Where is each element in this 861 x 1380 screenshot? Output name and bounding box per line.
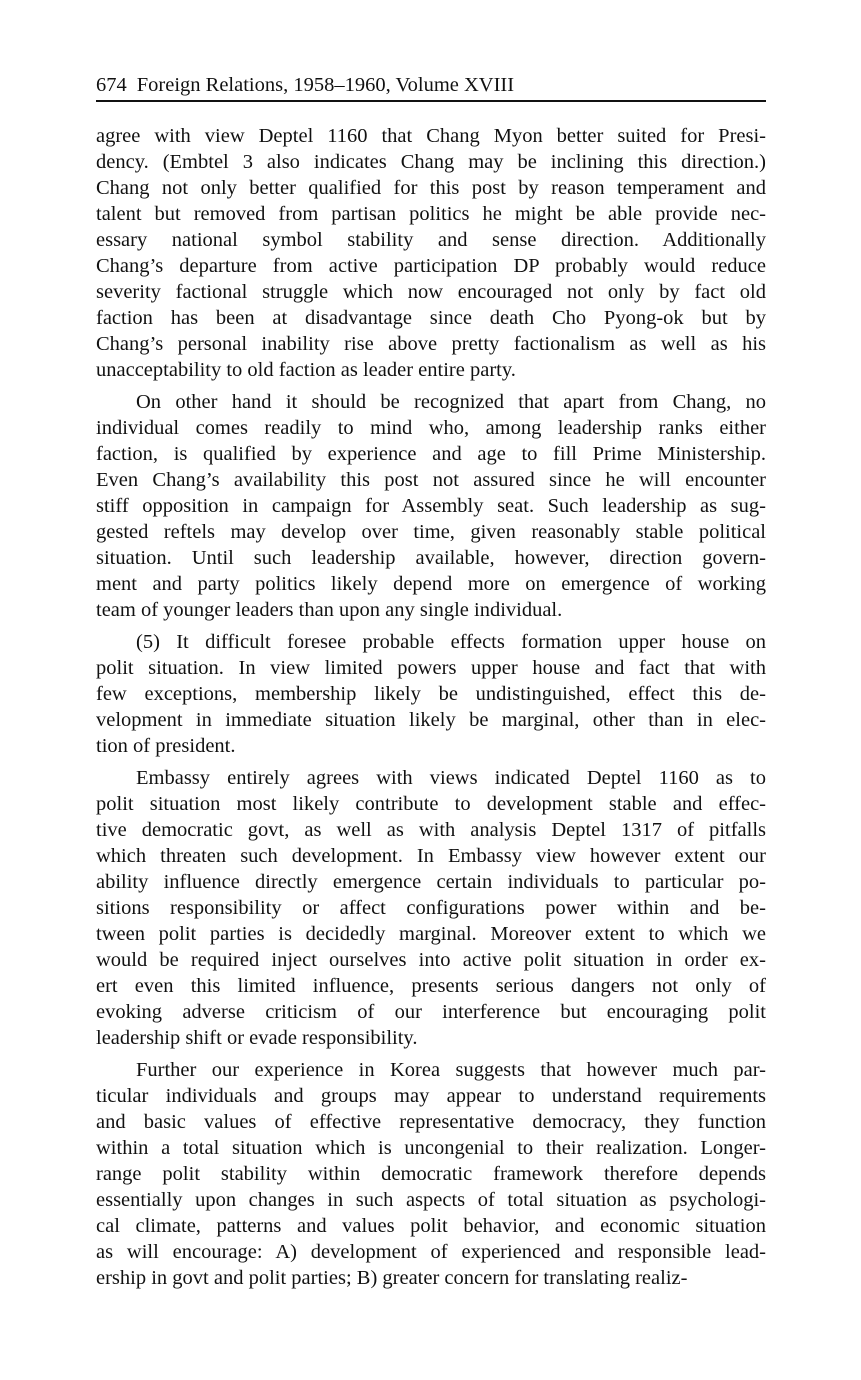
text-line: range polit stability within democratic framework therefore depends <box>96 1163 766 1185</box>
paragraph <box>96 629 766 759</box>
text-line: faction, is qualified by experience and age to fill Prime Ministership. <box>96 443 766 465</box>
text-line: essary national symbol stability and sense direction. Additionally <box>96 229 766 251</box>
text-line: essentially upon changes in such aspects of total situation as psychologi- <box>96 1189 766 1211</box>
text-line: ability influence directly emergence certain individuals to particular po- <box>96 871 766 893</box>
text-line: tion of president. <box>96 735 236 757</box>
text-line: dency. (Embtel 3 also indicates Chang may be inclining this direction.) <box>96 151 766 173</box>
text-line: few exceptions, membership likely be undistinguished, effect this de- <box>96 683 766 705</box>
text-line: ment and party politics likely depend more on emergence of working <box>96 573 766 595</box>
paragraph <box>96 1057 766 1291</box>
text-line: team of younger leaders than upon any single individual. <box>96 599 563 621</box>
body-text <box>96 123 766 1297</box>
text-line: tween polit parties is decidedly marginal. Moreover extent to which we <box>96 923 766 945</box>
running-title: Foreign Relations, 1958–1960, Volume XVIII <box>136 74 515 96</box>
text-line: would be required inject ourselves into active polit situation in order ex- <box>96 949 766 971</box>
text-line: Embassy entirely agrees with views indicated Deptel 1160 as to <box>136 767 766 789</box>
text-line: Even Chang’s availability this post not assured since he will encounter <box>96 469 766 491</box>
text-line: Chang’s departure from active participation DP probably would reduce <box>96 255 766 277</box>
text-line: velopment in immediate situation likely be marginal, other than in elec- <box>96 709 766 731</box>
text-line: evoking adverse criticism of our interference but encouraging polit <box>96 1001 766 1023</box>
text-line: gested reftels may develop over time, given reasonably stable political <box>96 521 766 543</box>
text-line: cal climate, patterns and values polit behavior, and economic situation <box>96 1215 766 1237</box>
text-line: which threaten such development. In Embassy view however extent our <box>96 845 766 867</box>
text-line: Further our experience in Korea suggests that however much par- <box>136 1059 766 1081</box>
text-line: ert even this limited influence, presents serious dangers not only of <box>96 975 766 997</box>
text-line: Chang not only better qualified for this post by reason temperament and <box>96 177 766 199</box>
paragraph <box>96 765 766 1051</box>
text-line: leadership shift or evade responsibility. <box>96 1027 418 1049</box>
text-line: polit situation most likely contribute to development stable and effec- <box>96 793 766 815</box>
paragraph <box>96 389 766 623</box>
text-line: unacceptability to old faction as leader entire party. <box>96 359 516 381</box>
text-line: situation. Until such leadership available, however, direction govern- <box>96 547 766 569</box>
text-line: polit situation. In view limited powers upper house and fact that with <box>96 657 766 679</box>
paragraph <box>96 123 766 383</box>
text-line: ticular individuals and groups may appear to understand requirements <box>96 1085 766 1107</box>
text-line: Chang’s personal inability rise above pretty factionalism as well as his <box>96 333 766 355</box>
text-line: talent but removed from partisan politics he might be able provide nec- <box>96 203 766 225</box>
text-line: On other hand it should be recognized that apart from Chang, no <box>136 391 766 413</box>
text-line: sitions responsibility or affect configurations power within and be- <box>96 897 766 919</box>
running-header <box>96 70 766 102</box>
text-line: within a total situation which is uncongenial to their realization. Longer- <box>96 1137 766 1159</box>
text-line: (5) It difficult foresee probable effects formation upper house on <box>136 631 766 653</box>
text-line: as will encourage: A) development of experienced and responsible lead- <box>96 1241 766 1263</box>
page-number: 674 <box>96 74 127 96</box>
text-line: tive democratic govt, as well as with analysis Deptel 1317 of pitfalls <box>96 819 766 841</box>
text-line: severity factional struggle which now encouraged not only by fact old <box>96 281 766 303</box>
text-line: faction has been at disadvantage since death Cho Pyong-ok but by <box>96 307 766 329</box>
text-line: agree with view Deptel 1160 that Chang Myon better suited for Presi- <box>96 125 766 147</box>
text-line: individual comes readily to mind who, among leadership ranks either <box>96 417 766 439</box>
text-line: and basic values of effective representative democracy, they function <box>96 1111 766 1133</box>
text-line: ership in govt and polit parties; B) greater concern for translating realiz- <box>96 1267 688 1289</box>
text-line: stiff opposition in campaign for Assembly seat. Such leadership as sug- <box>96 495 766 517</box>
